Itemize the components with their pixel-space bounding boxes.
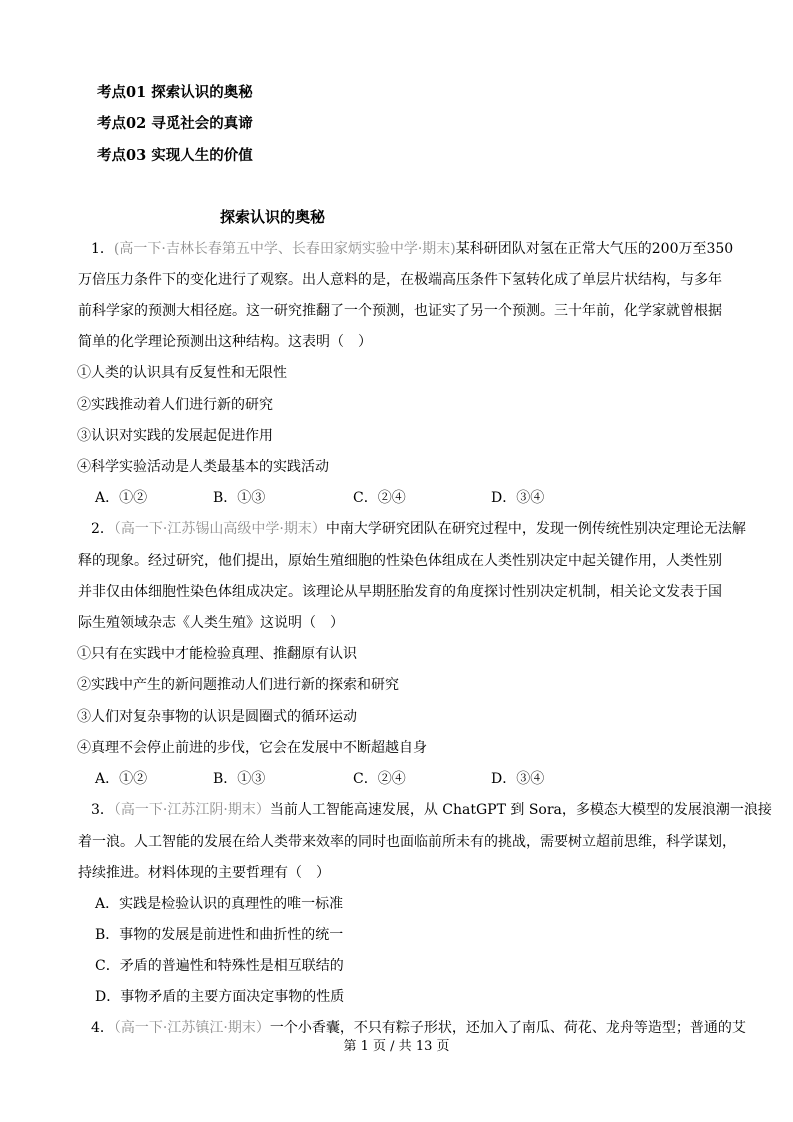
section-title: 探索认识的奥秘 <box>220 208 326 226</box>
q1-option-c[interactable]: C．②④ <box>353 490 406 506</box>
q2-line-3: 并非仅由体细胞性染色体组成决定。该理论从早期胚胎发育的角度探讨性别决定机制，相关论文发表于国 <box>78 584 722 600</box>
q3-line-2: 着一浪。人工智能的发展在给人类带来效率的同时也面临前所未有的挑战，需要树立超前思维，科学谋划， <box>78 834 736 850</box>
q2-line-2: 释的现象。经过研究，他们提出，原始生殖细胞的性染色体组成在人类性别决定中起关键作用，人类性别 <box>78 553 722 569</box>
q2-options <box>95 769 695 789</box>
q2-statement-1: ①只有在实践中才能检验真理、推翻原有认识 <box>77 646 357 662</box>
q1-option-a[interactable]: A．①② <box>95 490 148 506</box>
q1-statement-2: ②实践推动着人们进行新的研究 <box>77 397 273 413</box>
q4-text-1: 一个小香囊，不只有粽子形状，还加入了南瓜、荷花、龙舟等造型；普通的艾 <box>269 1020 746 1036</box>
q2-number: 2． <box>91 521 114 537</box>
q1-line-4: 简单的化学理论预测出这种结构。这表明（ ） <box>78 334 372 350</box>
q3-text-1: 当前人工智能高速发展，从 ChatGPT 到 Sora，多模态大模型的发展浪潮一浪接 <box>269 802 772 818</box>
q1-number: 1． <box>91 241 114 257</box>
q3-line-1 <box>91 800 772 820</box>
q1-line-2: 万倍压力条件下的变化进行了观察。出人意料的是，在极端高压条件下氢转化成了单层片状结构，与多年 <box>78 272 722 288</box>
q3-choice-c[interactable]: C．矛盾的普遍性和特殊性是相互联结的 <box>95 958 344 974</box>
q3-choice-b[interactable]: B．事物的发展是前进性和曲折性的统一 <box>95 927 344 943</box>
q2-option-c[interactable]: C．②④ <box>353 771 406 787</box>
q2-option-b[interactable]: B．①③ <box>213 771 266 787</box>
q2-statement-3: ③人们对复杂事物的认识是圆圈式的循环运动 <box>77 709 357 725</box>
q1-statement-4: ④科学实验活动是人类最基本的实践活动 <box>77 459 329 475</box>
q4-source: （高一下·江苏镇江·期末） <box>113 1020 270 1036</box>
q3-choice-a[interactable]: A．实践是检验认识的真理性的唯一标准 <box>95 896 344 912</box>
q2-source: （高一下·江苏锡山高级中学·期末） <box>113 521 326 537</box>
q1-option-b[interactable]: B．①③ <box>213 490 266 506</box>
q4-number: 4． <box>91 1020 114 1036</box>
q2-statement-2: ②实践中产生的新问题推动人们进行新的探索和研究 <box>77 677 399 693</box>
q4-line-1 <box>91 1018 746 1038</box>
q1-option-d[interactable]: D．③④ <box>491 490 545 506</box>
q1-line-3: 前科学家的预测大相径庭。这一研究推翻了一个预测，也证实了另一个预测。三十年前，化学家就曾根据 <box>78 303 722 319</box>
q2-statement-4: ④真理不会停止前进的步伐，它会在发展中不断超越自身 <box>77 740 427 756</box>
q2-option-d[interactable]: D．③④ <box>491 771 545 787</box>
q1-source: (高一下·吉林长春第五中学、长春田家炳实验中学·期末) <box>113 241 456 257</box>
q3-number: 3． <box>91 802 114 818</box>
q2-text-1: 中南大学研究团队在研究过程中，发现一例传统性别决定理论无法解 <box>325 521 746 537</box>
q1-options <box>95 488 695 508</box>
q2-line-1 <box>91 519 746 539</box>
topic-1: 考点01 探索认识的奥秘 <box>97 84 253 101</box>
q2-line-4: 际生殖领域杂志《人类生殖》这说明（ ） <box>78 615 344 631</box>
q1-statement-1: ①人类的认识具有反复性和无限性 <box>77 365 287 381</box>
q1-statement-3: ③认识对实践的发展起促进作用 <box>77 428 273 444</box>
q3-source: （高一下·江苏江阴·期末） <box>113 802 270 818</box>
topic-3: 考点03 实现人生的价值 <box>97 147 253 164</box>
q3-line-3: 持续推进。材料体现的主要哲理有（ ） <box>78 865 330 881</box>
q1-line-1 <box>91 239 735 259</box>
q1-text-1: 某科研团队对氢在正常大气压的200万至350 <box>455 241 734 257</box>
page-footer: 第 1 页 / 共 13 页 <box>343 1039 450 1054</box>
q3-choice-d[interactable]: D．事物矛盾的主要方面决定事物的性质 <box>95 989 345 1005</box>
topic-2: 考点02 寻觅社会的真谛 <box>97 115 253 132</box>
q2-option-a[interactable]: A．①② <box>95 771 148 787</box>
